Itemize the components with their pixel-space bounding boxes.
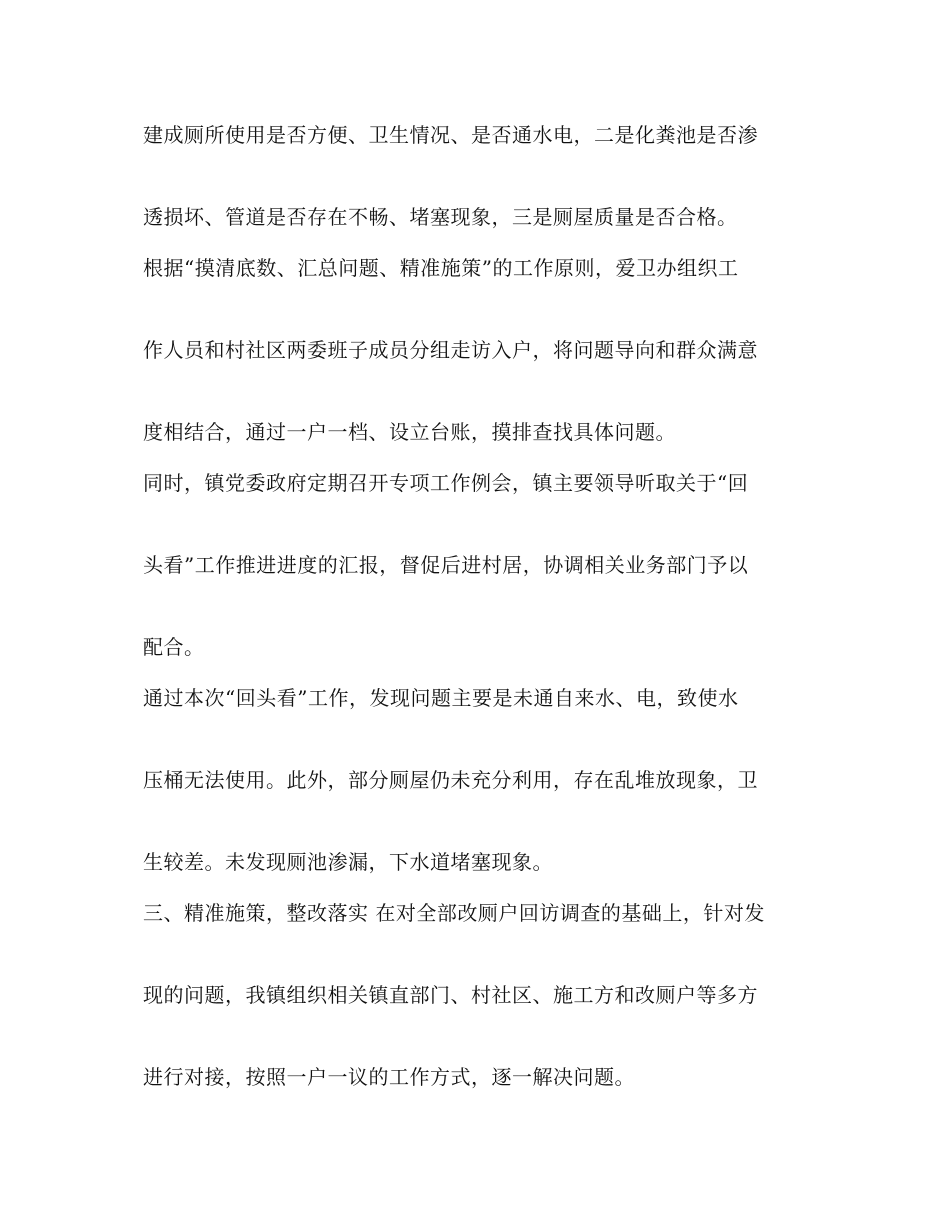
paragraph-line: 压桶无法使用。此外，部分厕屋仍未充分利用，存在乱堆放现象，卫 — [143, 768, 758, 792]
paragraph-line: 通过本次“回头看”工作，发现问题主要是未通自来水、电，致使水 — [143, 686, 739, 710]
paragraph-line: 度相结合，通过一户一档、设立台账，摸排查找具体问题。 — [143, 420, 676, 444]
paragraph-line: 进行对接，按照一户一议的工作方式，逐一解决问题。 — [143, 1065, 635, 1089]
paragraph-line: 根据“摸清底数、汇总问题、精准施策”的工作原则，爱卫办组织工 — [143, 256, 739, 280]
paragraph-line: 同时，镇党委政府定期召开专项工作例会，镇主要领导听取关于“回 — [143, 471, 749, 495]
paragraph-line: 建成厕所使用是否方便、卫生情况、是否通水电，二是化粪池是否渗 — [143, 123, 758, 147]
paragraph-line: 配合。 — [143, 635, 205, 659]
paragraph-4 — [143, 683, 823, 878]
paragraph-line: 作人员和村社区两委班子成员分组走访入户，将问题导向和群众满意 — [143, 338, 758, 362]
paragraph-line: 现的问题，我镇组织相关镇直部门、村社区、施工方和改厕户等多方 — [143, 983, 758, 1007]
document-body — [143, 120, 823, 1093]
paragraph-1 — [143, 120, 823, 233]
paragraph-2 — [143, 253, 823, 448]
paragraph-5 — [143, 898, 823, 1093]
paragraph-line: 透损坏、管道是否存在不畅、堵塞现象，三是厕屋质量是否合格。 — [143, 205, 738, 229]
paragraph-line: 生较差。未发现厕池渗漏，下水道堵塞现象。 — [143, 850, 553, 874]
paragraph-line: 头看”工作推进进度的汇报，督促后进村居，协调相关业务部门予以 — [143, 553, 749, 577]
paragraph-line: 三、精准施策，整改落实 在对全部改厕户回访调查的基础上，针对发 — [143, 901, 765, 925]
paragraph-3 — [143, 468, 823, 663]
